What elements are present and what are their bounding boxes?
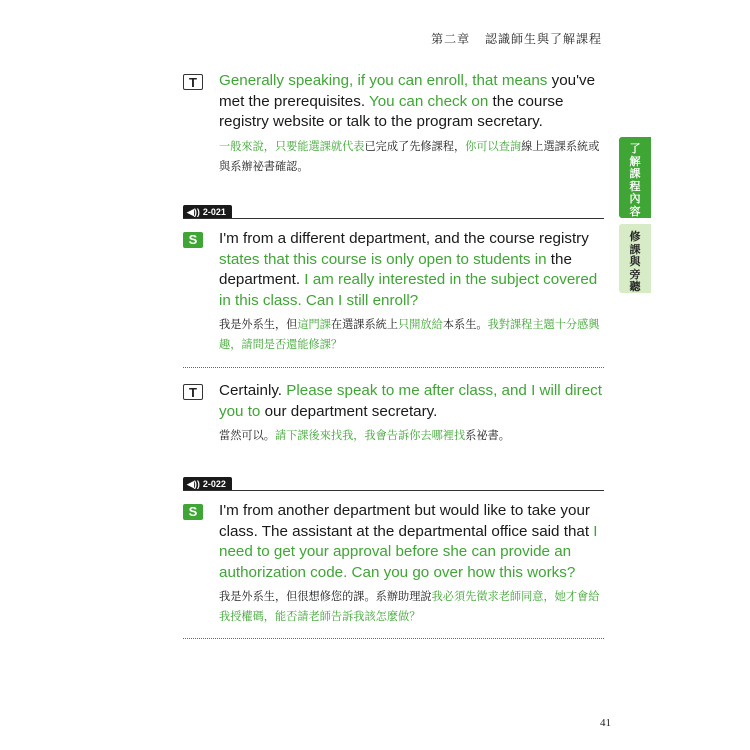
speaker-badge: T [183, 74, 203, 90]
audio-track-marker[interactable] [183, 477, 604, 491]
page-number: 41 [600, 717, 611, 729]
track-number: 2-022 [202, 479, 226, 489]
chapter-title: 認識師生與了解課程 [484, 32, 602, 46]
side-tab-enroll-audit[interactable] [619, 224, 651, 293]
track-number: 2-021 [202, 207, 226, 217]
side-tab-label: 修課與旁聽 [629, 230, 641, 293]
divider [183, 490, 604, 491]
english-line: I'm from another department but would like to take your class. The assistant at the departmental office said that I need to get your approval before she can provide an authorization code. Can you go over how this works? [219, 502, 598, 581]
dotted-divider [183, 367, 604, 368]
running-header [431, 30, 602, 47]
speaker-badge: S [183, 232, 203, 248]
audio-track-marker[interactable] [183, 205, 604, 219]
chinese-translation: 當然可以。請下課後來找我，我會告訴你去哪裡找系祕書。 [219, 429, 510, 442]
chinese-translation: 我是外系生，但很想修您的課。系辦助理說我必須先徵求老師同意，她才會給我授權碼，能否請老師告訴我該怎麼做？ [219, 590, 600, 623]
english-line: Certainly. Please speak to me after class, and I will direct you to our department secretary. [219, 382, 602, 420]
chinese-translation: 我是外系生，但這門課在選課系統上只開放給本系生。我對課程主題十分感興趣，請問是否還能修課？ [219, 318, 600, 351]
dotted-divider [183, 638, 604, 639]
dialogue-turn [183, 501, 603, 627]
side-tab-label: 了解課程內容 [629, 142, 641, 218]
dialogue-turn [183, 229, 603, 355]
chapter-label: 第二章 [431, 32, 471, 46]
side-tab-course-content[interactable] [619, 137, 651, 218]
speaker-icon: ◀)) [187, 207, 200, 217]
dialogue-turn [183, 381, 603, 446]
chinese-translation: 一般來說，只要能選課就代表已完成了先修課程，你可以查詢線上選課系統或與系辦祕書確認。 [219, 139, 600, 173]
speaker-badge: T [183, 384, 203, 400]
speaker-icon: ◀)) [187, 479, 200, 489]
speaker-badge: S [183, 504, 203, 520]
english-line: I'm from a different department, and the course registry states that this course is only open to students in the department. I am really interested in the subject covered in this class. Can I still enroll? [219, 230, 598, 309]
english-line: Generally speaking, if you can enroll, that means you've met the prerequisites. You can check on the course registry website or talk to the program secretary. [219, 72, 596, 130]
dialogue-turn [183, 71, 603, 177]
divider [183, 218, 604, 219]
